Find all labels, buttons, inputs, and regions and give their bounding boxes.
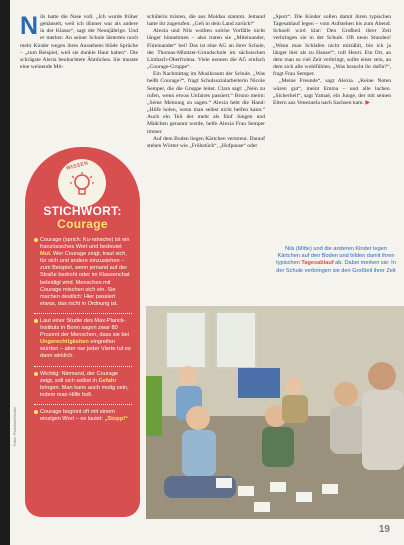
wissen-badge xyxy=(58,159,106,207)
bullet-icon xyxy=(34,238,38,242)
fact-text: bringen. Man kann auch mutig sein, indem man Hilfe holt. xyxy=(40,384,129,398)
sidebar-title xyxy=(25,205,140,231)
fact-item xyxy=(34,371,132,399)
dropcap: N xyxy=(20,12,39,40)
fact-text: . Wer Courage zeigt, traut sich, für sich und andere einzustehen – zum Beispiel, wenn jemand auf der Straße bedroht oder im Klassenchat beleidigt wird. Menschen mit Courage mischen sich ein. Sie machen deutlich: Hier passiert etwas, das nicht in Ordnung ist. xyxy=(40,251,130,307)
paragraph xyxy=(273,78,391,107)
bullet-icon xyxy=(34,319,38,323)
lightbulb-icon xyxy=(69,171,95,199)
fact-list xyxy=(34,237,132,428)
divider xyxy=(34,404,132,405)
fact-highlight: Ungerechtigkeiten xyxy=(40,339,89,346)
divider xyxy=(34,366,132,367)
article-column-2 xyxy=(147,14,265,150)
paragraph: schülerin trösten, die aus Moldau stammt. Jemand hatte ihr zugerufen: „Geh in dein Land zurück!“ xyxy=(147,14,265,28)
fact-text: Courage beginnt oft mit einem einzigen Wort – es lautet: xyxy=(40,408,115,422)
stichwort-sidebar xyxy=(25,147,140,517)
paragraph: Alexia und Nils wollten solche Vorfälle nicht länger hinnehmen – also traten sie „Miteinander, Füreinander“ bei! Das ist eine AG an ihrer Schule, der Thomas-Müntzer-Grundschule im sächsischen Limbach-Oberfrohna. Viele nennen die AG einfach „Courage-Gruppe“. xyxy=(147,28,265,71)
paragraph: ils hatte die Nase voll. „Ich wurde früher gehänselt, weil ich dünner war als andere in der Klasse“, sagt der Neunjährige. Und er merkte: An seiner Schule lästerten noch mehr Kinder wegen ihres Aussehens blöde Sprüche – „zum Beispiel, weil sie dunkle Haut haben“. Die schrägste Aleria beobachtete Ähnliches. Sie musste eine weinende Mit- xyxy=(20,14,138,71)
photo-caption xyxy=(275,246,397,275)
bullet-icon xyxy=(34,410,38,414)
divider xyxy=(34,313,132,314)
paragraph: Auf dem Boden liegen Kärtchen verstreut. Darauf stehen Wörter wie „Frühstück“, „Hofpause“ oder xyxy=(147,135,265,149)
classroom-illustration xyxy=(146,306,404,519)
fact-text: Courage (sprich: Ku-rahsche) ist ein französisches Wort und bedeutet xyxy=(40,237,130,251)
fact-highlight: Gefahr xyxy=(98,377,117,384)
fact-text: eingreifen würden – aber nur jeder Vierte tut es dann wirklich. xyxy=(40,339,131,360)
page-edge xyxy=(0,0,10,545)
classroom-photo xyxy=(146,306,404,519)
badge-label: WISSEN xyxy=(65,160,90,172)
fact-item xyxy=(34,237,132,308)
article-column-1 xyxy=(20,14,138,71)
end-mark-icon: ▶ xyxy=(365,99,370,106)
fact-highlight: Mut xyxy=(40,251,50,258)
fact-item xyxy=(34,318,132,361)
bullet-icon xyxy=(34,372,38,376)
caption-text: ab. Dabei merken sie: In der Schule verbringen sie den Großteil ihrer Zeit xyxy=(276,260,396,274)
sidebar-title-main: STICHWORT: xyxy=(43,204,122,218)
fact-text: Laut einer Studie des Max-Planck-Instituts in Bonn sagen zwar 80 Prozent der Menschen, dass sie bei xyxy=(40,317,129,339)
caption-highlight: Tagesablauf xyxy=(301,260,334,267)
paragraph-text: „Meine Freunde“, sagt Alexia. „Keine Noten wären gut“, meint Emma – und alle lachen. „Sicherheit“, sagt Yamaé, ein Junge, der mit seinen Eltern aus Venezuela nach Sachsen kam. xyxy=(273,78,391,106)
sidebar-subtitle: Courage xyxy=(57,217,108,231)
fact-text: Wichtig: Niemand, der Courage zeigt, soll sich selbst in xyxy=(40,370,119,384)
page-number: 19 xyxy=(378,524,390,535)
fact-highlight: „Stopp!“ xyxy=(104,415,128,422)
article-column-3 xyxy=(273,14,391,107)
fact-item xyxy=(34,409,132,423)
paragraph: Ein Nachmittag im Musikraum der Schule. „Was heißt Courage?“, fragt Schulsozialarbeiterin Nicole Semper, die die Gruppe leitet. Clara sagt: „Nein zu rufen, wenn etwas Unfaires passiert.“ Bruno meint: „Seine Meinung zu sagen.“ Alexia hebt die Hand: „Hilfe holen, wenn man selbst nicht helfen kann.“ Auch ein Teil der mehr als fünf Jungen und Mädchen genannt werde, helfe Alexia Frau Semper immer. xyxy=(147,71,265,135)
caption-text: Nils (Mitte) und die anderen Kinder legen Kärtchen auf den Boden und bilden damit ihren typischen xyxy=(276,246,395,267)
photo-credit: Fotos: Photothek/Schüler xyxy=(13,406,17,446)
paragraph: „Sport“. Die Kinder sollen damit ihren typischen Tagesablauf legen – vom Aufstehen bis zum Abend. Schnell wird klar: Den Großteil ihrer Zeit verbringen sie in der Schule. Oft neun Stunden! „Wenn man Schlafen nicht mitzählt, bin ich ja länger hier als zu Hause!“, ruft Henri. Ein Ort, an dem man so viel Zeit verbringt, sollte einer sein, an dem sich alle wohlfühlen. „Was braucht ihr dafür?“, fragt Frau Semper. xyxy=(273,14,391,78)
